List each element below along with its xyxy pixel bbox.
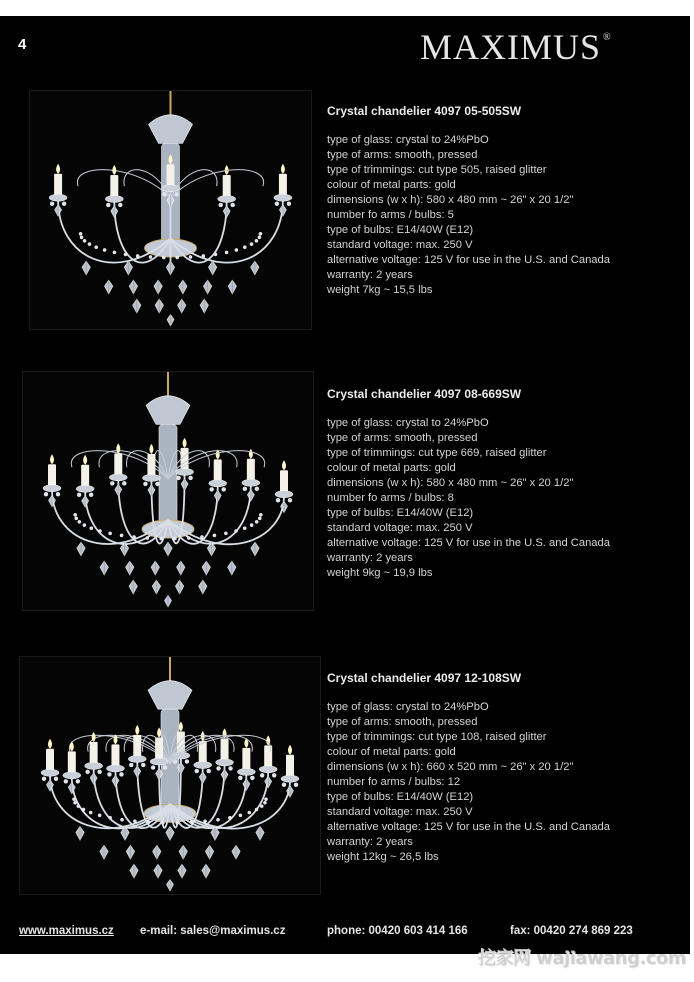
product-title: Crystal chandelier 4097 08-669SW <box>327 387 522 401</box>
product-title: Crystal chandelier 4097 05-505SW <box>327 104 522 118</box>
chandelier-drawing <box>41 657 299 891</box>
spec-trimmings: type of trimmings: cut type 505, raised glitter <box>327 164 547 176</box>
brand-logo <box>420 26 612 68</box>
spec-voltage: standard voltage: max. 250 V <box>327 806 473 818</box>
spec-glass: type of glass: crystal to 24%PbO <box>327 134 489 146</box>
spec-arms-type: type of arms: smooth, pressed <box>327 149 478 161</box>
chandelier-image <box>20 657 320 894</box>
spec-alt-voltage: alternative voltage: 125 V for use in the U.S. and Canada <box>327 537 610 549</box>
spec-glass: type of glass: crystal to 24%PbO <box>327 701 489 713</box>
spec-arm-count: number fo arms / bulbs: 8 <box>327 492 454 504</box>
chandelier-drawing <box>49 91 292 326</box>
spec-glass: type of glass: crystal to 24%PbO <box>327 417 489 429</box>
spec-dimensions: dimensions (w x h): 660 x 520 mm ~ 26" x 20 1/2" <box>327 761 574 773</box>
spec-warranty: warranty: 2 years <box>327 552 413 564</box>
spec-warranty: warranty: 2 years <box>327 269 413 281</box>
product-photo <box>19 656 321 895</box>
spec-warranty: warranty: 2 years <box>327 836 413 848</box>
spec-arm-count: number fo arms / bulbs: 5 <box>327 209 454 221</box>
spec-trimmings: type of trimmings: cut type 108, raised glitter <box>327 731 547 743</box>
site-watermark: 挖家网 wajiawang.com <box>478 948 687 969</box>
product-title: Crystal chandelier 4097 12-108SW <box>327 671 522 685</box>
spec-arm-count: number fo arms / bulbs: 12 <box>327 776 461 788</box>
spec-alt-voltage: alternative voltage: 125 V for use in the U.S. and Canada <box>327 821 610 833</box>
spec-weight: weight 12kg ~ 26,5 lbs <box>327 851 439 863</box>
spec-metal-colour: colour of metal parts: gold <box>327 746 456 758</box>
spec-dimensions: dimensions (w x h): 580 x 480 mm ~ 26" x 20 1/2" <box>327 194 574 206</box>
page-number: 4 <box>18 36 27 53</box>
spec-voltage: standard voltage: max. 250 V <box>327 239 473 251</box>
spec-voltage: standard voltage: max. 250 V <box>327 522 473 534</box>
spec-arms-type: type of arms: smooth, pressed <box>327 716 478 728</box>
fax-contact: fax: 00420 274 869 223 <box>510 925 633 937</box>
chandelier-image <box>30 91 311 329</box>
spec-trimmings: type of trimmings: cut type 669, raised glitter <box>327 447 547 459</box>
registered-mark: ® <box>603 32 612 43</box>
spec-arms-type: type of arms: smooth, pressed <box>327 432 478 444</box>
chandelier-image <box>23 372 313 610</box>
website-link[interactable]: www.maximus.cz <box>19 925 114 937</box>
spec-list <box>327 416 667 581</box>
catalog-page <box>0 16 690 954</box>
product-photo <box>29 90 312 330</box>
spec-list <box>327 700 667 865</box>
product-photo <box>22 371 314 611</box>
brand-name: MAXIMUS <box>420 27 602 67</box>
chandelier-drawing <box>43 372 293 607</box>
spec-dimensions: dimensions (w x h): 580 x 480 mm ~ 26" x 20 1/2" <box>327 477 574 489</box>
spec-bulbs: type of bulbs: E14/40W (E12) <box>327 507 474 519</box>
spec-weight: weight 7kg ~ 15,5 lbs <box>327 284 433 296</box>
spec-alt-voltage: alternative voltage: 125 V for use in the U.S. and Canada <box>327 254 610 266</box>
spec-list <box>327 133 667 298</box>
spec-weight: weight 9kg ~ 19,9 lbs <box>327 567 433 579</box>
spec-metal-colour: colour of metal parts: gold <box>327 462 456 474</box>
spec-metal-colour: colour of metal parts: gold <box>327 179 456 191</box>
phone-contact: phone: 00420 603 414 166 <box>327 925 468 937</box>
spec-bulbs: type of bulbs: E14/40W (E12) <box>327 224 474 236</box>
email-contact[interactable]: e-mail: sales@maximus.cz <box>140 925 286 937</box>
spec-bulbs: type of bulbs: E14/40W (E12) <box>327 791 474 803</box>
